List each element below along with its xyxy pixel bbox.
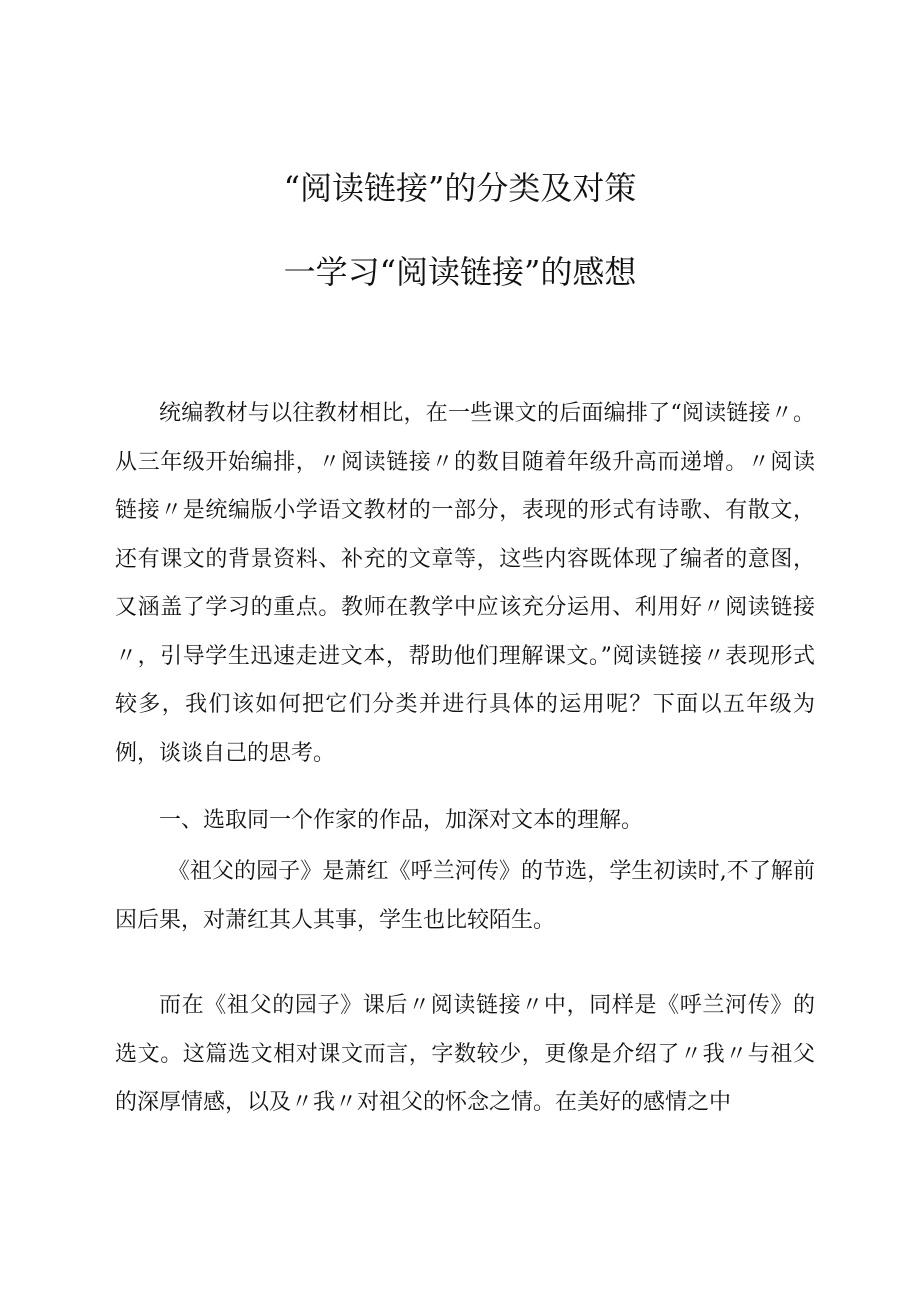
section-heading — [115, 797, 815, 846]
paragraph-3 — [115, 982, 815, 1128]
document-subtitle: 一学习“阅读链接”的感想 — [283, 253, 637, 291]
paragraph-text: 而在《祖父的园子》课后〃阅读链接〃中，同样是《呼兰河传》的选文。这篇选文相对课文而言，字数较少，更像是介绍了〃我〃与祖父的深厚情感，以及〃我〃对祖父的怀念之情。在美好的感情之中 — [115, 993, 815, 1115]
paragraph-text: 统编教材与以往教材相比，在一些课文的后面编排了“阅读链接〃。从三年级开始编排，〃阅读链接〃的数目随着年级升高而递增。〃阅读链接〃是统编版小学语文教材的一部分，表现的形式有诗歌、有散文，还有课文的背景资料、补充的文章等，这些内容既体现了编者的意图，又涵盖了学习的重点。教师在教学中应该充分运用、利用好〃阅读链接〃，引导学生迅速走进文本，帮助他们理解课文。”阅读链接〃表现形式较多，我们该如何把它们分类并进行具体的运用呢？下面以五年级为例，谈谈自己的思考。 — [115, 401, 815, 766]
document-title: “阅读链接”的分类及对策 — [283, 169, 637, 207]
paragraph-text: 《祖父的园子》是萧红《呼兰河传》的节选，学生初读时,不了解前因后果，对萧红其人其事，学生也比较陌生。 — [115, 859, 815, 933]
section-heading-text: 一、选取同一个作家的作品，加深对文本的理解。 — [159, 808, 644, 833]
paragraph-2 — [115, 848, 815, 945]
paragraph-intro — [115, 390, 815, 778]
